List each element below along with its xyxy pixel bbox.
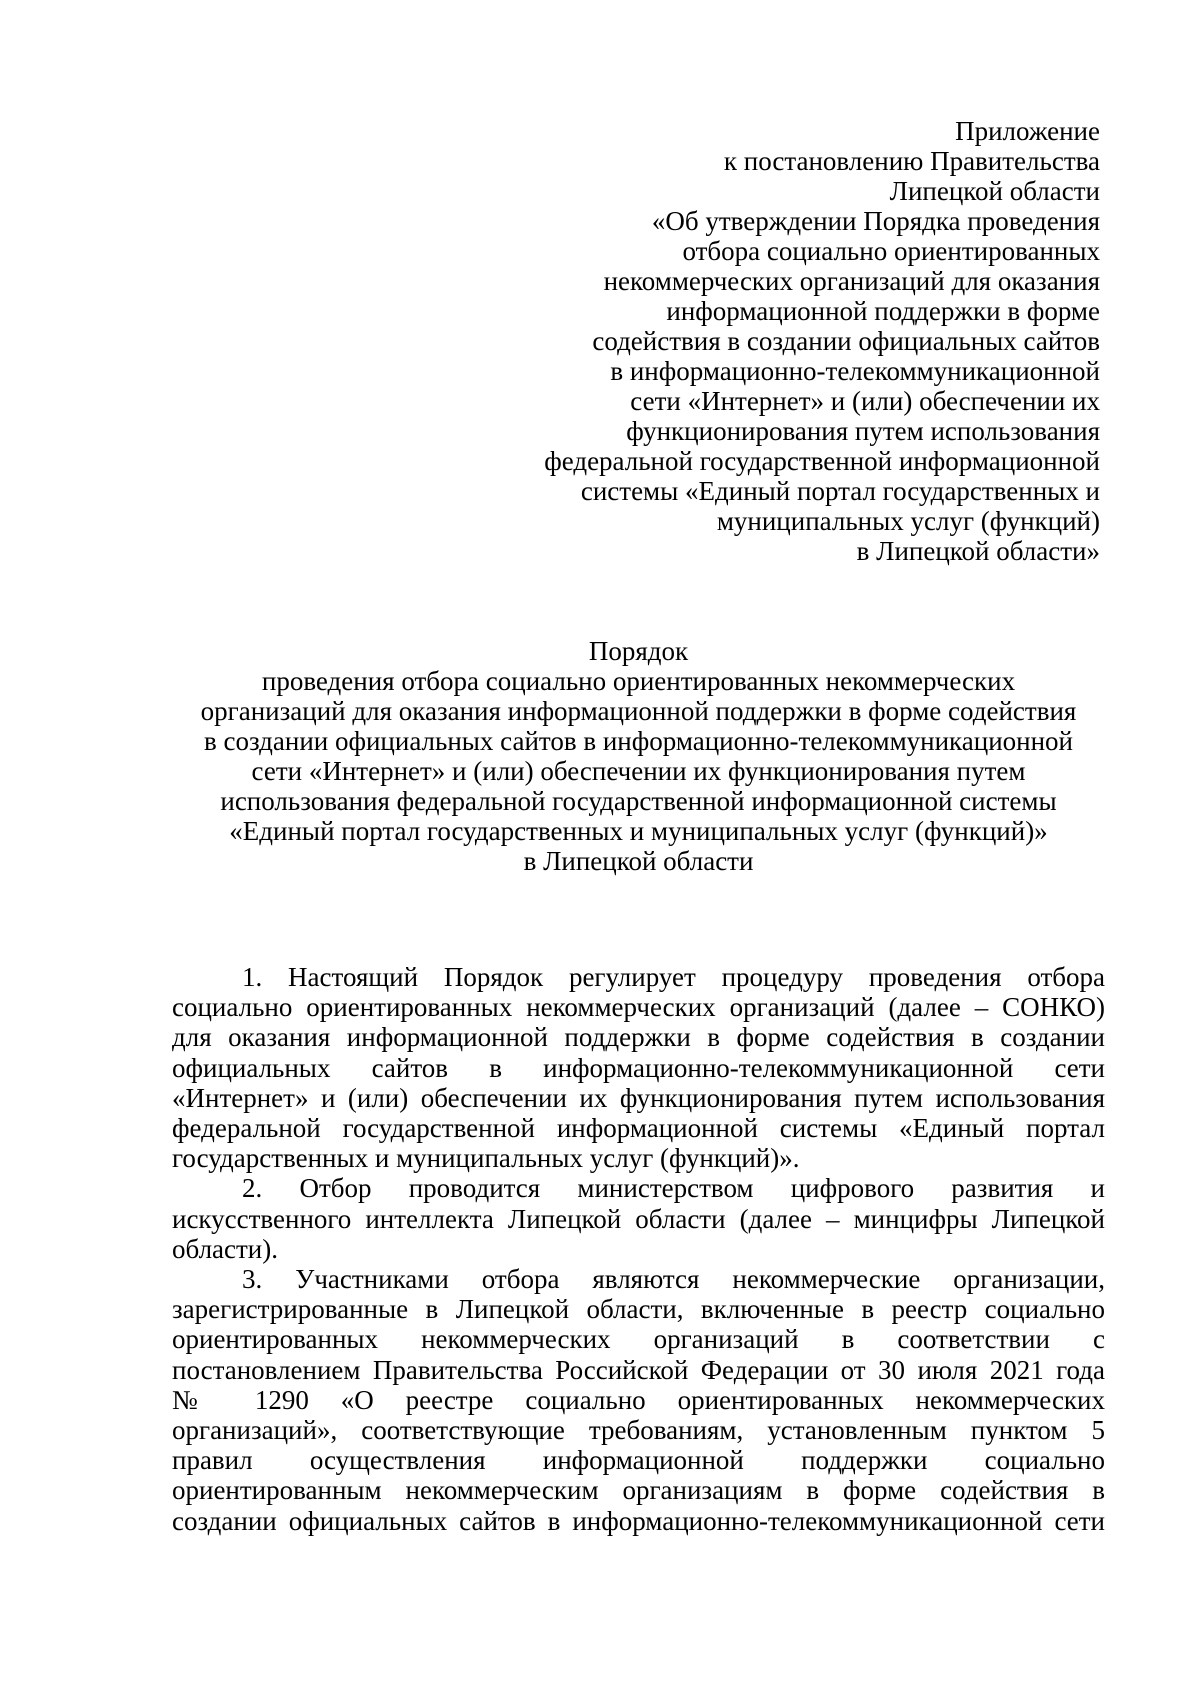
appendix-header [460,116,1100,566]
title-line: «Единый портал государственных и муниципальных услуг (функций)» [229,816,1048,846]
appendix-line: «Об утверждении Порядка проведения [651,206,1100,236]
appendix-line: сети «Интернет» и (или) обеспечении их [630,386,1100,416]
appendix-line: федеральной государственной информационной [544,446,1100,476]
body-text [172,962,1105,1536]
document-title [172,636,1105,876]
paragraph-line: официальных сайтов в информационно-телекоммуникационной сети [172,1052,1105,1083]
title-line: сети «Интернет» и (или) обеспечении их функционирования путем [251,756,1026,786]
title-line: в создании официальных сайтов в информационно-телекоммуникационной [204,726,1073,756]
title-line: организаций для оказания информационной поддержки в форме содействия [200,696,1077,726]
appendix-line: Приложение [955,116,1100,146]
paragraph-3 [172,1264,1105,1536]
appendix-line: некоммерческих организаций для оказания [603,266,1100,296]
paragraph-line: ориентированных некоммерческих организаций в соответствии с [172,1324,1105,1355]
paragraph-2 [172,1173,1105,1264]
appendix-line: отбора социально ориентированных [682,236,1100,266]
paragraph-line: для оказания информационной поддержки в форме содействия в создании [172,1022,1105,1053]
paragraph-line: создании официальных сайтов в информационно-телекоммуникационной сети [172,1505,1105,1536]
appendix-line: функционирования путем использования [626,416,1100,446]
paragraph-line: правил осуществления информационной поддержки социально [172,1445,1105,1476]
appendix-line: Липецкой области [889,176,1100,206]
paragraph-1 [172,962,1105,1173]
paragraph-line: зарегистрированные в Липецкой области, включенные в реестр социально [172,1294,1105,1325]
title-heading: Порядок [588,636,689,666]
paragraph-line: 1. Настоящий Порядок регулирует процедуру проведения отбора [242,962,1105,992]
paragraph-line: искусственного интеллекта Липецкой области (далее – минцифры Липецкой [172,1203,1105,1234]
appendix-line: в Липецкой области» [856,536,1100,566]
paragraph-line: области). [172,1233,278,1264]
title-line: в Липецкой области [523,846,754,876]
paragraph-line: ориентированным некоммерческим организациям в форме содействия в [172,1475,1105,1506]
paragraph-line: социально ориентированных некоммерческих организаций (далее – СОНКО) [172,992,1105,1023]
appendix-line: системы «Единый портал государственных и [580,476,1100,506]
paragraph-line: федеральной государственной информационной системы «Единый портал [172,1113,1105,1144]
paragraph-line: № 1290 «О реестре социально ориентированных некоммерческих [172,1384,1105,1415]
paragraph-line: организаций», соответствующие требованиям, установленным пунктом 5 [172,1415,1105,1446]
appendix-line: информационной поддержки в форме [666,296,1100,326]
appendix-line: муниципальных услуг (функций) [716,506,1100,536]
title-line: использования федеральной государственной информационной системы [220,786,1057,816]
paragraph-line: государственных и муниципальных услуг (функций)». [172,1143,800,1174]
title-line: проведения отбора социально ориентированных некоммерческих [261,666,1016,696]
paragraph-line: 2. Отбор проводится министерством цифрового развития и [242,1173,1105,1204]
appendix-line: в информационно-телекоммуникационной [610,356,1100,386]
paragraph-line: постановлением Правительства Российской Федерации от 30 июля 2021 года [172,1354,1105,1385]
paragraph-line: 3. Участниками отбора являются некоммерческие организации, [242,1264,1105,1295]
paragraph-line: «Интернет» и (или) обеспечении их функционирования путем использования [172,1082,1105,1113]
appendix-line: к постановлению Правительства [723,146,1100,176]
appendix-line: содействия в создании официальных сайтов [592,326,1100,356]
